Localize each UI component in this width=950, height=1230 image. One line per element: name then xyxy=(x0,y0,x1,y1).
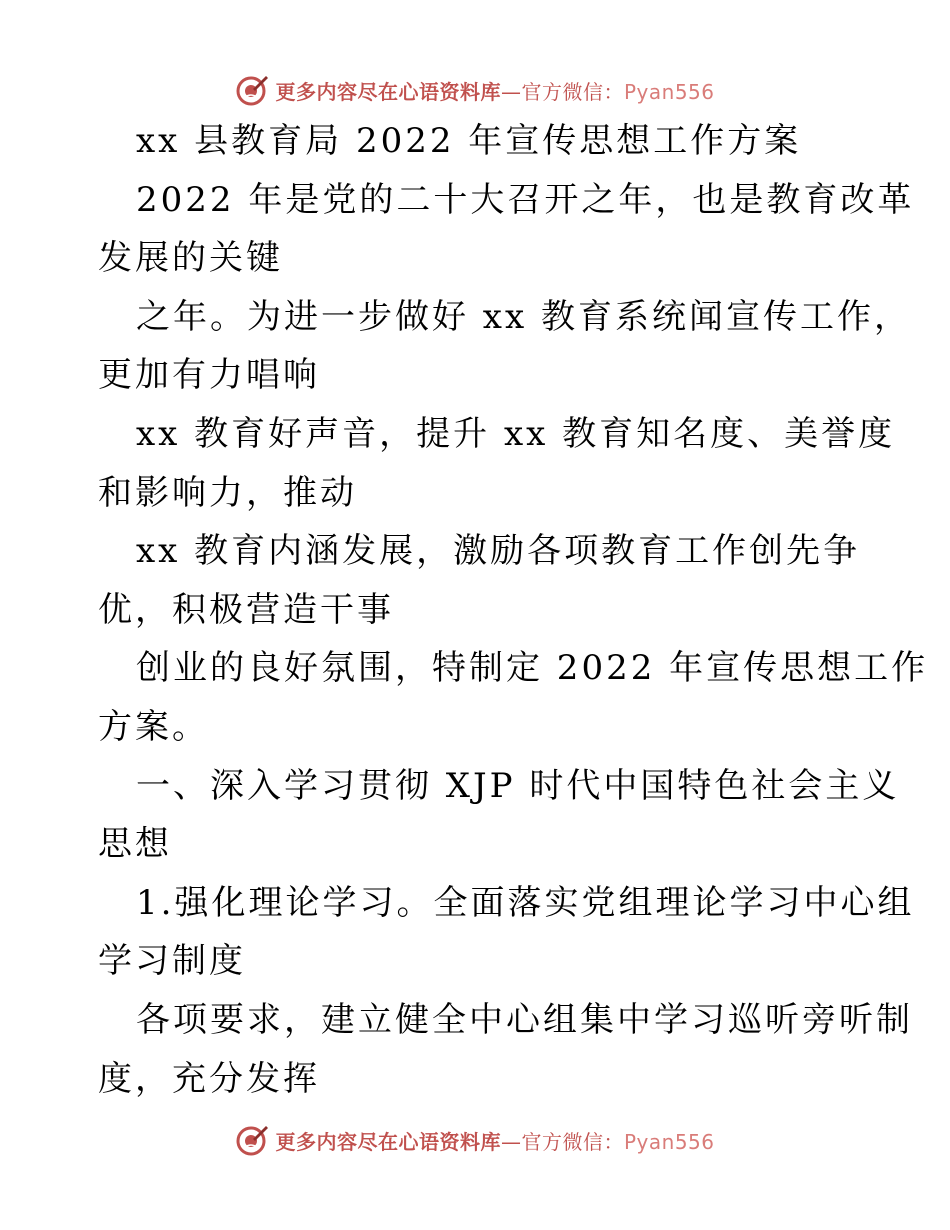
body-line: 发展的关键 xyxy=(98,238,283,279)
watermark-text xyxy=(275,76,714,105)
body-line: xx 教育内涵发展，激励各项教育工作创先争 xyxy=(136,531,861,572)
body-line: 1.强化理论学习。全面落实党组理论学习中心组 xyxy=(136,882,915,923)
watermark-separator: — xyxy=(500,79,522,104)
body-line: 各项要求，建立健全中心组集中学习巡听旁听制 xyxy=(136,999,913,1040)
body-line: 更加有力唱响 xyxy=(98,355,320,396)
watermark-footer xyxy=(0,1120,950,1160)
body-line: 度，充分发挥 xyxy=(98,1058,320,1099)
watermark-wechat-id: Pyan556 xyxy=(623,79,715,104)
watermark-wechat-id: Pyan556 xyxy=(623,1129,715,1154)
quill-seal-icon xyxy=(235,73,269,107)
body-line: 学习制度 xyxy=(98,941,246,982)
quill-seal-icon xyxy=(235,1123,269,1157)
body-line: 方案。 xyxy=(98,706,209,747)
watermark-brand: 更多内容尽在心语资料库 xyxy=(275,1129,501,1154)
body-line: 和影响力，推动 xyxy=(98,472,357,513)
body-line: 优，积极营造干事 xyxy=(98,589,394,630)
watermark-brand: 更多内容尽在心语资料库 xyxy=(275,79,501,104)
body-line: 之年。为进一步做好 xx 教育系统闻宣传工作， xyxy=(136,296,911,337)
body-line: 创业的良好氛围，特制定 2022 年宣传思想工作 xyxy=(136,648,929,689)
section-heading: 一、深入学习贯彻 XJP 时代中国特色社会主义 xyxy=(136,765,900,806)
watermark-text xyxy=(275,1126,714,1155)
document-title: xx 县教育局 2022 年宣传思想工作方案 xyxy=(136,121,802,161)
watermark-separator: — xyxy=(500,1129,522,1154)
watermark-wechat-label: 官方微信： xyxy=(521,79,624,104)
section-heading-continued: 思想 xyxy=(98,824,172,865)
document-body xyxy=(98,112,929,1108)
body-line: xx 教育好声音，提升 xx 教育知名度、美誉度 xyxy=(136,413,896,454)
watermark-header xyxy=(0,70,950,110)
body-line: 2022 年是党的二十大召开之年，也是教育改革 xyxy=(136,179,915,220)
watermark-wechat-label: 官方微信： xyxy=(521,1129,624,1154)
